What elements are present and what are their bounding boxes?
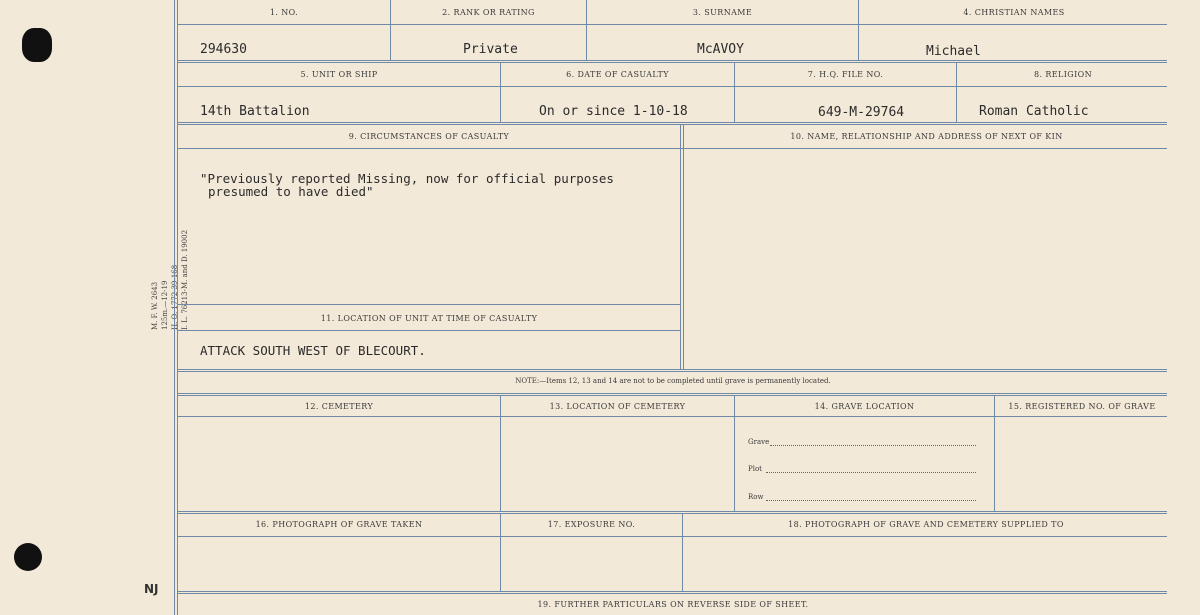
value-no: 294630 bbox=[200, 42, 247, 57]
header-unit: 5. UNIT OR SHIP bbox=[300, 70, 378, 79]
header-christian-names: 4. CHRISTIAN NAMES bbox=[963, 8, 1065, 17]
header-surname: 3. SURNAME bbox=[692, 8, 753, 17]
form-print-code-line: M. F. W. 2643 bbox=[151, 281, 159, 330]
note-text: NOTE:—Items 12, 13 and 14 are not to be completed until grave is permanently located. bbox=[515, 377, 831, 385]
header-rank: 2. RANK OR RATING bbox=[442, 8, 535, 17]
plot-label: Plot bbox=[748, 465, 762, 473]
value-circumstances-line1: "Previously reported Missing, now for official purposes bbox=[200, 171, 614, 186]
form-print-code-line: 125m.—12-19 bbox=[161, 280, 169, 330]
punch-hole-bottom bbox=[14, 543, 42, 571]
header-photo-supplied: 18. PHOTOGRAPH OF GRAVE AND CEMETERY SUPPLIED TO bbox=[788, 520, 1064, 529]
header-circumstances: 9. CIRCUMSTANCES OF CASUALTY bbox=[348, 132, 510, 141]
value-unit: 14th Battalion bbox=[200, 104, 310, 119]
grave-line bbox=[770, 445, 976, 446]
grave-label: Grave bbox=[748, 438, 770, 446]
value-circumstances-line2: presumed to have died" bbox=[208, 184, 374, 199]
punch-hole-top bbox=[22, 28, 52, 62]
value-surname: McAVOY bbox=[697, 42, 744, 57]
value-date-casualty: On or since 1-10-18 bbox=[539, 104, 688, 119]
header-further-particulars: 19. FURTHER PARTICULARS ON REVERSE SIDE OF SHEET. bbox=[537, 600, 809, 609]
header-photo-taken: 16. PHOTOGRAPH OF GRAVE TAKEN bbox=[255, 520, 423, 529]
header-date-casualty: 6. DATE OF CASUALTY bbox=[566, 70, 669, 79]
row-label: Row bbox=[748, 493, 764, 501]
header-registered-no: 15. REGISTERED NO. OF GRAVE bbox=[1008, 402, 1156, 411]
value-religion: Roman Catholic bbox=[979, 104, 1089, 119]
value-rank: Private bbox=[463, 42, 518, 57]
header-no: 1. NO. bbox=[269, 8, 299, 17]
row-line bbox=[766, 500, 976, 501]
header-religion: 8. RELIGION bbox=[1033, 70, 1093, 79]
header-location-cemetery: 13. LOCATION OF CEMETERY bbox=[549, 402, 686, 411]
plot-line bbox=[766, 472, 976, 473]
header-grave-location: 14. GRAVE LOCATION bbox=[814, 402, 915, 411]
corner-mark: NJ bbox=[144, 582, 159, 596]
value-christian-names: Michael bbox=[926, 44, 981, 59]
header-location-unit: 11. LOCATION OF UNIT AT TIME OF CASUALTY bbox=[320, 314, 538, 323]
value-hq-file: 649-M-29764 bbox=[818, 105, 905, 120]
header-exposure: 17. EXPOSURE NO. bbox=[547, 520, 636, 529]
header-hq-file: 7. H.Q. FILE NO. bbox=[807, 70, 884, 79]
header-next-of-kin: 10. NAME, RELATIONSHIP AND ADDRESS OF NEXT OF KIN bbox=[790, 132, 1063, 141]
value-location-unit: ATTACK SOUTH WEST OF BLECOURT. bbox=[200, 343, 426, 358]
header-cemetery: 12. CEMETERY bbox=[304, 402, 374, 411]
form-print-code-line: I. L. 76213-M. and D. 19002 bbox=[181, 229, 189, 330]
form-print-code-line: H. Q. 1772-39-168 bbox=[171, 264, 179, 330]
